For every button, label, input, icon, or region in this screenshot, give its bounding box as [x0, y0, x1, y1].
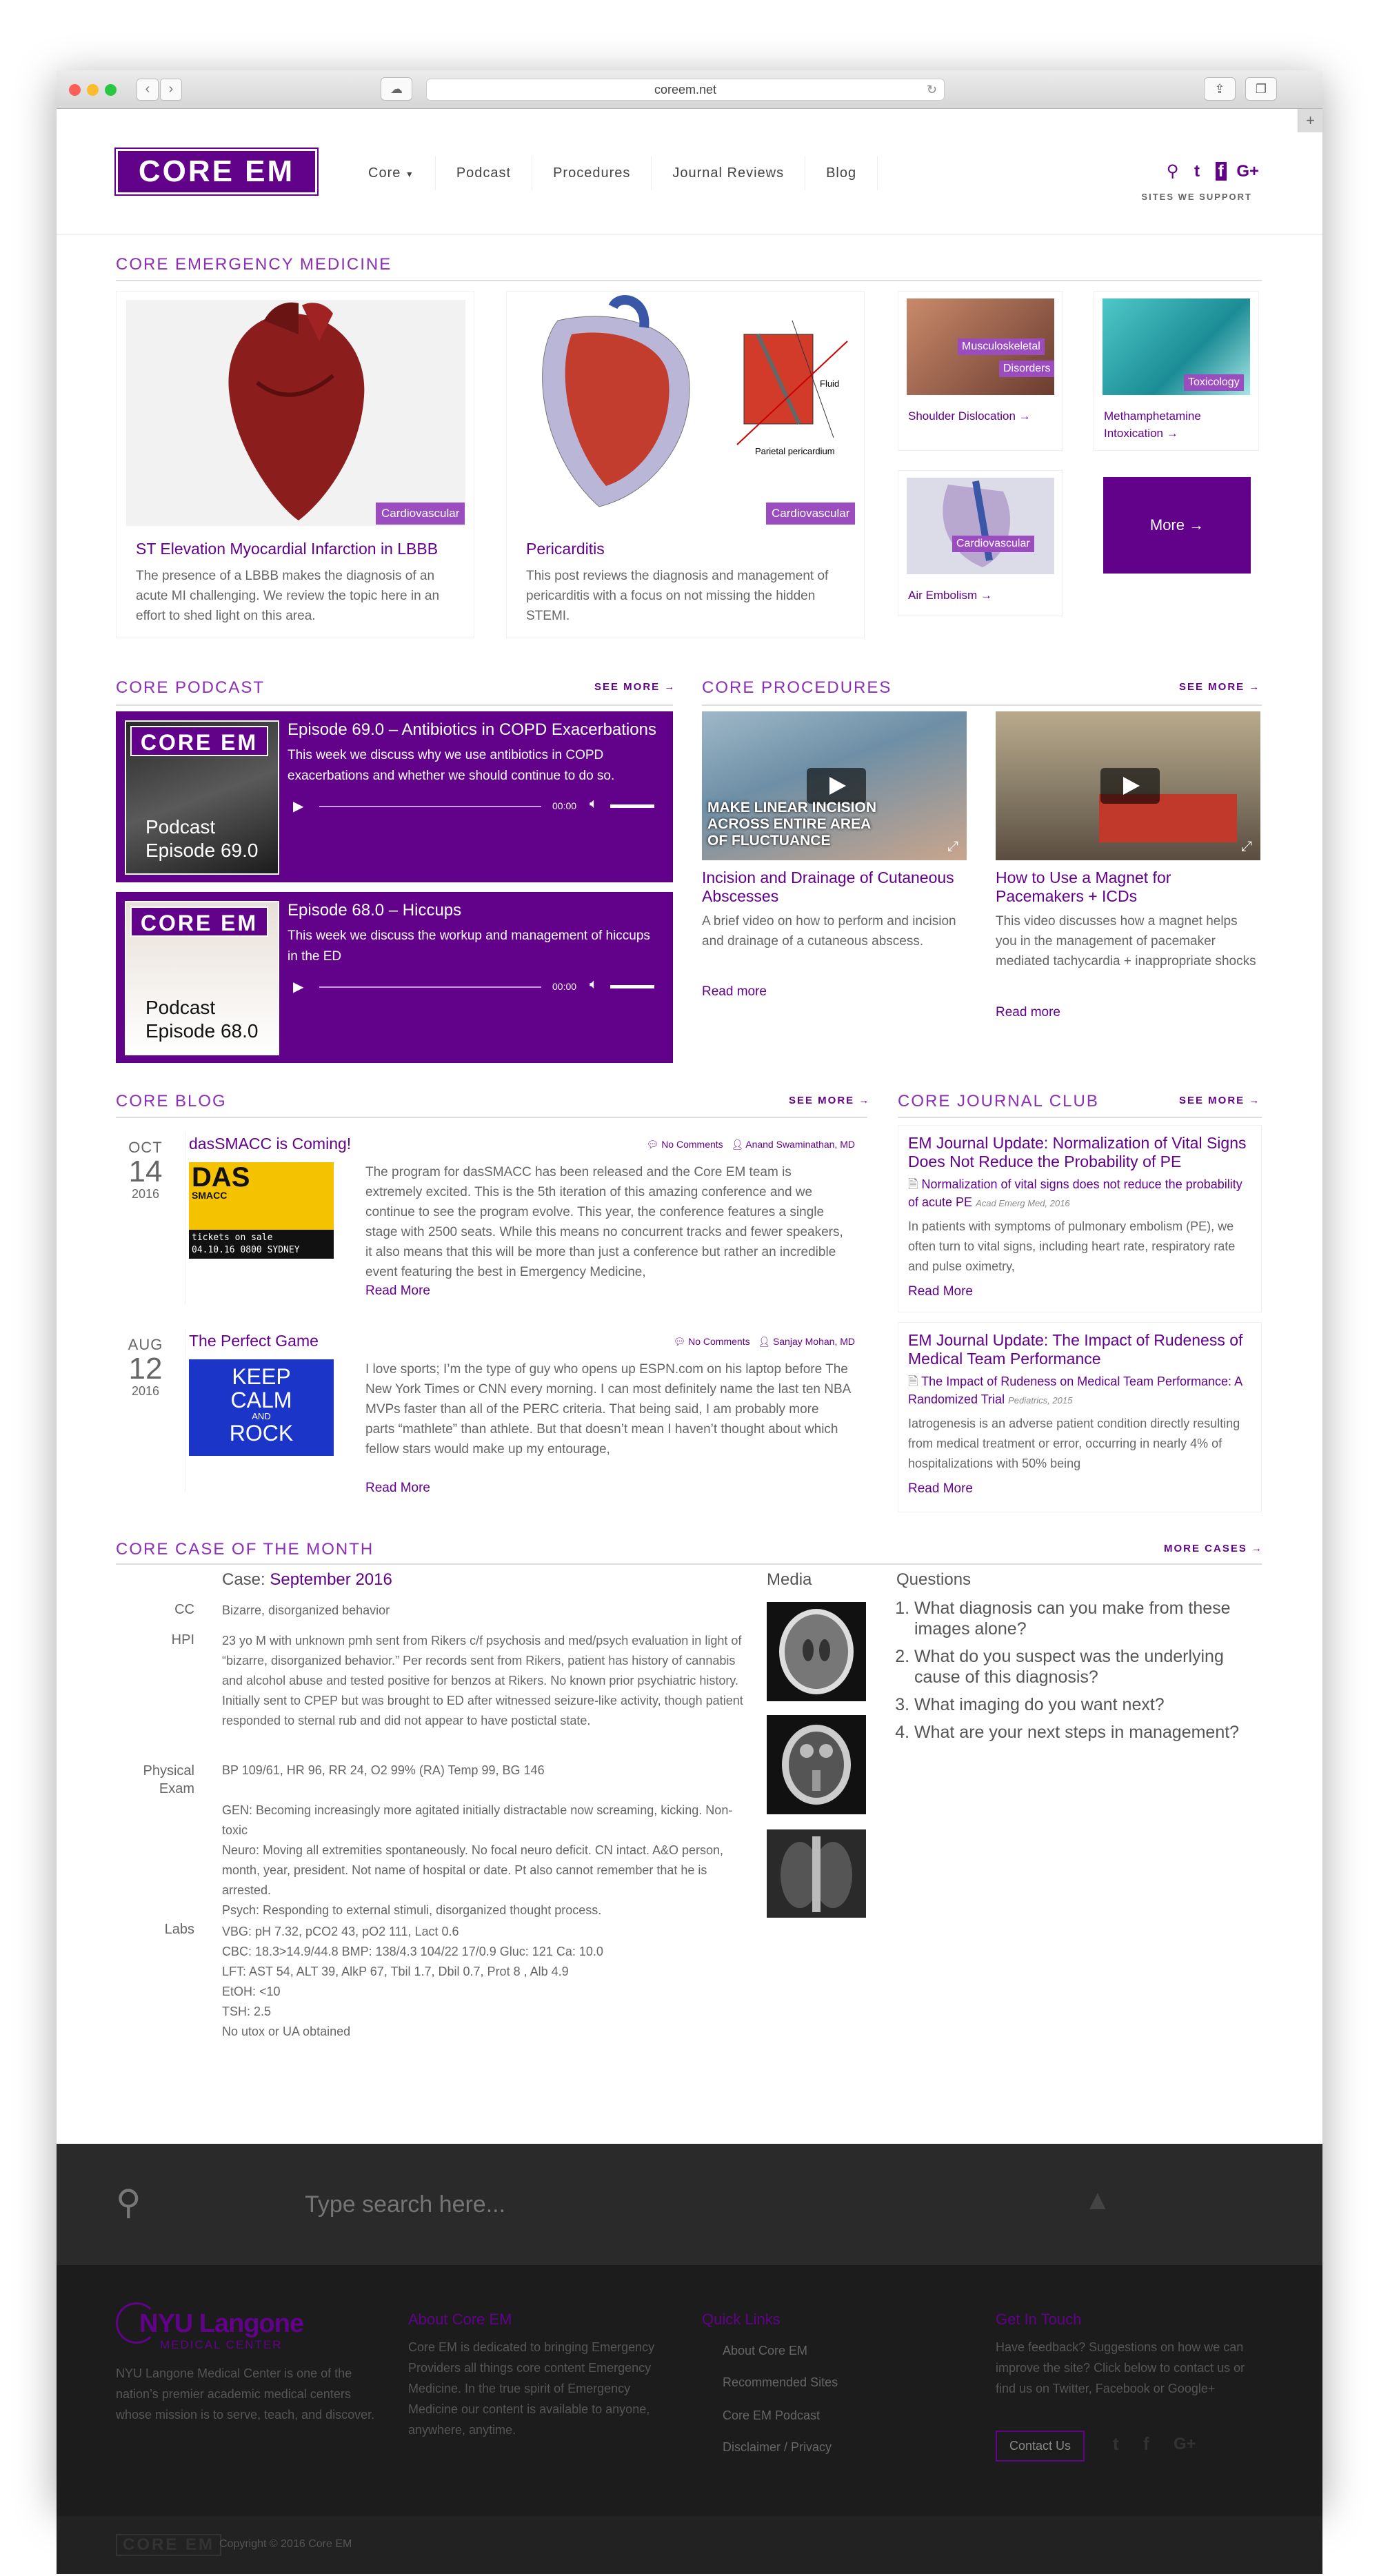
- audio-progress-bar[interactable]: [319, 806, 541, 807]
- thumb-text: tickets on sale: [192, 1233, 273, 1243]
- journal-reference[interactable]: [908, 1372, 1256, 1410]
- questions-heading: Questions: [896, 1570, 972, 1589]
- podcast-description: This week we discuss why we use antibiotics in COPD exacerbations and whether we should continue to do so.: [288, 748, 615, 783]
- post-date: [116, 1336, 175, 1399]
- heart-image: [126, 300, 465, 526]
- card-link[interactable]: Methamphetamine Intoxication →: [1104, 409, 1201, 440]
- thumb-text: AND: [252, 1411, 271, 1421]
- nav-procedures[interactable]: Procedures: [532, 156, 652, 190]
- post-year: 2016: [131, 1187, 160, 1201]
- post-title[interactable]: The Perfect Game: [189, 1332, 319, 1350]
- journal-see-more-link[interactable]: SEE MORE →: [1179, 1095, 1261, 1106]
- play-video-button[interactable]: [1100, 768, 1160, 804]
- section-divider: [116, 704, 673, 706]
- footer-link-recommended[interactable]: Recommended Sites: [723, 2375, 838, 2389]
- podcast-title[interactable]: Episode 68.0 – Hiccups: [288, 901, 462, 920]
- post-excerpt: I love sports; I’m the type of guy who opens up ESPN.com on his laptop before The New York Times or CNN every morning. I can most definitely name the last ten NBA MVPs faster than all of the PERC criteria. That being said, I am probably more parts “mathlete” than athlete. But that doesn’t mean I haven’t thought about which fellow stars would make up my entourage,: [365, 1362, 851, 1457]
- post-day: 12: [128, 1352, 163, 1386]
- chest-xray-image[interactable]: [767, 1829, 866, 1918]
- journal-excerpt: Iatrogenesis is an adverse patient condition directly resulting from medical treatment or error, occurring in nearly 4% of hospitalizations with 50% being: [908, 1417, 1240, 1470]
- post-day: 14: [128, 1155, 163, 1188]
- facebook-icon[interactable]: f: [1143, 2433, 1149, 2454]
- quick-links-heading: Quick Links: [702, 2311, 781, 2328]
- author-link[interactable]: Sanjay Mohan, MD: [772, 1336, 855, 1347]
- podcast-section-title: CORE PODCAST: [116, 678, 265, 697]
- podcast-see-more-link[interactable]: SEE MORE →: [594, 681, 676, 693]
- card-title[interactable]: ST Elevation Myocardial Infarction in LBBB: [136, 540, 439, 558]
- maximize-window-button[interactable]: [105, 84, 117, 96]
- procedure-excerpt: A brief video on how to perform and incision and drainage of a cutaneous abscess.: [702, 914, 956, 949]
- nav-blog[interactable]: Blog: [805, 156, 878, 190]
- question-item: 4. What are your next steps in management?: [914, 1722, 1256, 1743]
- minimize-window-button[interactable]: [87, 84, 99, 96]
- procedures-see-more-link[interactable]: SEE MORE →: [1179, 681, 1261, 693]
- podcast-cover[interactable]: [125, 901, 279, 1055]
- nav-podcast[interactable]: Podcast: [436, 156, 532, 190]
- post-year: 2016: [131, 1384, 160, 1398]
- journal-reference[interactable]: [908, 1175, 1256, 1213]
- site-logo[interactable]: CORE EM: [116, 149, 317, 194]
- author-icon: 👤︎: [731, 1139, 744, 1150]
- comment-icon: 💬︎: [646, 1139, 659, 1150]
- sites-we-support-label[interactable]: SITES WE SUPPORT: [1141, 192, 1252, 202]
- case-row-label: HPI: [171, 1632, 194, 1647]
- site-search-input[interactable]: [305, 2185, 925, 2224]
- video-incision[interactable]: [702, 711, 967, 860]
- document-icon: 🗎︎: [908, 1375, 918, 1388]
- thumb-text: CALM: [230, 1388, 292, 1412]
- footer-link-disclaimer[interactable]: Disclaimer / Privacy: [723, 2440, 832, 2454]
- nav-core[interactable]: [348, 156, 436, 190]
- category-badge[interactable]: Cardiovascular: [766, 503, 855, 525]
- comment-icon: 💬︎: [673, 1336, 686, 1347]
- read-more-link[interactable]: Read More: [908, 1481, 973, 1496]
- search-icon[interactable]: ⚲: [1166, 162, 1185, 181]
- ct-head-image[interactable]: [767, 1602, 866, 1701]
- small-card-air-embolism[interactable]: [898, 470, 1063, 616]
- read-more-link[interactable]: Read More: [908, 1284, 973, 1299]
- post-thumbnail[interactable]: [189, 1162, 334, 1259]
- question-item: 3. What imaging do you want next?: [914, 1694, 1256, 1715]
- question-item: 1. What diagnosis can you make from these images alone?: [914, 1598, 1256, 1639]
- fullscreen-icon[interactable]: ⤢: [947, 839, 958, 854]
- close-window-button[interactable]: [69, 84, 81, 96]
- post-date: [116, 1139, 175, 1201]
- reference-title: Normalization of vital signs does not reduce the probability of acute PE: [908, 1177, 1242, 1209]
- browser-window: [57, 70, 1322, 2554]
- more-cases-link[interactable]: MORE CASES →: [1164, 1543, 1264, 1554]
- category-badge[interactable]: Musculoskeletal: [958, 338, 1045, 355]
- browser-toolbar: [57, 70, 1322, 109]
- comments-link[interactable]: No Comments: [661, 1139, 723, 1150]
- podcast-cover-text: Podcast Episode 68.0: [145, 997, 259, 1042]
- about-heading: About Core EM: [408, 2311, 512, 2328]
- twitter-icon[interactable]: t: [1194, 162, 1205, 181]
- twitter-icon[interactable]: t: [1113, 2433, 1119, 2454]
- case-label: Case:: [222, 1570, 265, 1589]
- play-video-button[interactable]: [807, 768, 866, 804]
- featured-card-stemi[interactable]: [116, 291, 474, 638]
- blog-section-title: CORE BLOG: [116, 1092, 227, 1110]
- audio-time: 00:00: [552, 981, 577, 992]
- site-footer: [57, 2265, 1322, 2516]
- category-badge[interactable]: Cardiovascular: [952, 536, 1034, 552]
- comments-link[interactable]: No Comments: [688, 1336, 750, 1347]
- card-link[interactable]: Air Embolism →: [908, 589, 992, 602]
- nav-journal-reviews[interactable]: Journal Reviews: [652, 156, 805, 190]
- reload-icon[interactable]: ↻: [926, 83, 937, 97]
- audio-time: 00:00: [552, 800, 577, 811]
- more-button[interactable]: More →: [1103, 477, 1251, 574]
- section-divider: [116, 1117, 867, 1118]
- card-title[interactable]: Pericarditis: [526, 540, 605, 558]
- podcast-cover-logo: CORE EM: [130, 726, 268, 756]
- volume-slider[interactable]: [610, 985, 654, 988]
- search-band: [57, 2144, 1322, 2265]
- nav-core-label: Core: [368, 165, 401, 181]
- ct-skull-base-image[interactable]: [767, 1715, 866, 1814]
- procedures-section-title: CORE PROCEDURES: [702, 678, 892, 697]
- get-in-touch-heading: Get In Touch: [996, 2311, 1082, 2328]
- small-card-toxicology[interactable]: [1094, 291, 1259, 451]
- card-excerpt: The presence of a LBBB makes the diagnosis of an acute MI challenging. We review the topic here in an effort to shed light on this area.: [136, 569, 440, 623]
- main-nav: [348, 156, 878, 190]
- podcast-item: [116, 892, 673, 1063]
- footer-link-podcast[interactable]: Core EM Podcast: [723, 2408, 821, 2422]
- case-row-label: Labs: [164, 1922, 194, 1937]
- podcast-title[interactable]: Episode 69.0 – Antibiotics in COPD Exacerbations: [288, 720, 656, 739]
- small-card-shoulder[interactable]: [898, 291, 1063, 451]
- podcast-cover-logo: CORE EM: [130, 906, 268, 937]
- volume-icon[interactable]: 🔈︎: [590, 796, 598, 811]
- question-item: 2. What do you suspect was the underlying cause of this diagnosis?: [914, 1646, 1256, 1687]
- pericardium-diagram: [516, 300, 856, 526]
- podcast-item: [116, 711, 673, 882]
- category-badge[interactable]: Disorders: [999, 361, 1054, 377]
- case-row-label: CC: [174, 1602, 194, 1617]
- thumb-text: SMACC: [192, 1190, 228, 1201]
- core-em-section-title: CORE EMERGENCY MEDICINE: [116, 255, 392, 274]
- copyright-band: [57, 2516, 1322, 2574]
- nyu-logo-text[interactable]: NYU Langone: [139, 2309, 304, 2338]
- category-badge[interactable]: Toxicology: [1184, 374, 1244, 391]
- facebook-icon[interactable]: f: [1216, 162, 1227, 181]
- post-month: AUG: [128, 1336, 163, 1353]
- copyright-text: Copyright © 2016 Core EM: [219, 2538, 352, 2550]
- journal-item: [898, 1125, 1262, 1312]
- podcast-cover[interactable]: [125, 720, 279, 875]
- reference-source: Pediatrics, 2015: [1008, 1395, 1073, 1406]
- section-divider: [116, 280, 1262, 281]
- document-icon: 🗎︎: [908, 1177, 918, 1191]
- case-row-value: 23 yo M with unknown pmh sent from Rikers c/f psychosis and med/psych evaluation in light of “bizarre, disorganized behavior.” Per records sent from Rikers, patient has history of cannabis and alcohol abuse and tested positive for benzos at Rikers. No known prior psychiatric history. Initially sent to CPEP but was brought to ED after witnessed seizure-like activity, though patient responded to sternal rub and did not appear to have postictal state.: [222, 1634, 743, 1727]
- embolism-image: [907, 478, 1054, 574]
- case-heading: [222, 1570, 392, 1590]
- footer-logo[interactable]: CORE EM: [116, 2534, 221, 2556]
- featured-card-pericarditis[interactable]: [506, 291, 865, 638]
- back-button[interactable]: ‹: [137, 79, 159, 101]
- volume-icon[interactable]: 🔈︎: [590, 977, 598, 992]
- post-meta: [673, 1336, 855, 1348]
- post-meta: [647, 1139, 855, 1150]
- video-overlay-text: MAKE LINEAR INCISION ACROSS ENTIRE AREA OF FLUCTUANCE: [707, 800, 877, 849]
- blog-post: [116, 1125, 867, 1311]
- about-text: Core EM is dedicated to bringing Emergency Providers all things core content Emergency Medicine. In the true spirit of Emergency Medicine our content is available to anyone, anywhere, anytime.: [408, 2340, 655, 2437]
- thumb-text: ROCK: [229, 1421, 294, 1446]
- audio-player: [288, 796, 660, 817]
- post-title[interactable]: dasSMACC is Coming!: [189, 1135, 352, 1153]
- url-text: coreem.net: [654, 83, 717, 97]
- read-more-link[interactable]: Read more: [996, 1005, 1060, 1020]
- volume-slider[interactable]: [610, 804, 654, 808]
- journal-title[interactable]: EM Journal Update: The Impact of Rudeness of Medical Team Performance: [908, 1331, 1243, 1368]
- tabs-overview-icon[interactable]: ❐: [1245, 77, 1277, 101]
- section-divider: [702, 704, 1262, 706]
- media-heading: Media: [767, 1570, 812, 1589]
- podcast-description: This week we discuss the workup and management of hiccups in the ED: [288, 929, 650, 964]
- post-excerpt: The program for dasSMACC has been released and the Core EM team is extremely excited. This is the 5th iteration of this amazing conference and we continue to see the program evolve. This year, the conference features a single stage with 2500 seats. While this means no concurrent tracks and fewer speakers, it also means that this will be more than just a conference but rather an incredible event featuring the best in Emergency Medicine,: [365, 1165, 843, 1279]
- journal-item: [898, 1322, 1262, 1512]
- cloud-tabs-icon[interactable]: ☁: [381, 77, 412, 101]
- category-badge[interactable]: Cardiovascular: [376, 503, 465, 525]
- diagram-label-parietal: Parietal pericardium: [755, 446, 835, 456]
- fullscreen-icon[interactable]: ⤢: [1241, 839, 1252, 854]
- nyu-logo-subtext: MEDICAL CENTER: [160, 2338, 283, 2351]
- case-row-value: VBG: pH 7.32, pCO2 43, pO2 111, Lact 0.6 CBC: 18.3>14.9/44.8 BMP: 138/4.3 104/22 17/0.9 Gluc: 121 Ca: 10.0 LFT: AST 54, ALT 39, AlkP 67, Tbil 1.7, Dbil 0.7, Prot 8 , Alb 4.9 EtOH: <10 TSH: 2.5 No utox or UA obtained: [222, 1925, 603, 2038]
- audio-player: [288, 977, 660, 997]
- case-row-value: Bizarre, disorganized behavior: [222, 1603, 390, 1617]
- section-divider: [898, 1117, 1262, 1118]
- nyu-description: NYU Langone Medical Center is one of the nation’s premier academic medical centers whose mission is to serve, teach, and discover.: [116, 2366, 375, 2422]
- blog-see-more-link[interactable]: SEE MORE →: [789, 1095, 871, 1106]
- thumb-text: KEEP: [232, 1364, 291, 1389]
- new-tab-button[interactable]: +: [1298, 109, 1322, 132]
- diagram-label-fluid: Fluid: [820, 378, 840, 389]
- section-divider: [116, 1563, 1262, 1565]
- address-bar[interactable]: [426, 79, 945, 101]
- blog-post: [116, 1322, 867, 1500]
- journal-title[interactable]: EM Journal Update: Normalization of Vital Signs Does Not Reduce the Probability of PE: [908, 1134, 1247, 1170]
- caret-down-icon: ▼: [405, 170, 414, 179]
- case-row-label: Physical Exam: [143, 1763, 194, 1796]
- read-more-link[interactable]: Read More: [365, 1481, 430, 1495]
- heart-illustration: [126, 300, 465, 526]
- reference-source: Acad Emerg Med, 2016: [976, 1198, 1070, 1208]
- thumb-text: DAS: [192, 1162, 250, 1193]
- reference-title: The Impact of Rudeness on Medical Team Performance: A Randomized Trial: [908, 1375, 1242, 1406]
- post-month: OCT: [128, 1139, 163, 1156]
- pericarditis-image: [516, 300, 856, 526]
- google-plus-icon[interactable]: G+: [1236, 162, 1259, 181]
- author-icon: 👤︎: [758, 1336, 771, 1347]
- post-thumbnail[interactable]: [189, 1359, 334, 1456]
- case-row-value: BP 109/61, HR 96, RR 24, O2 99% (RA) Temp 99, BG 146 GEN: Becoming increasingly more agitated initially distractable now screaming, kicking. Non-toxic Neuro: Moving all extremities spontaneously. No focal neuro deficit. CN intact. A&O person, month, year, president. Not name of hospital or date. Pt also cannot remember that he is arrested. Psych: Responding to external stimuli, disorganized thought process.: [222, 1763, 733, 1917]
- thumb-text: 04.10.16 0800 SYDNEY: [192, 1245, 300, 1255]
- play-icon[interactable]: ▶: [293, 980, 304, 995]
- google-plus-icon[interactable]: G+: [1174, 2435, 1196, 2453]
- header-icons: [1167, 161, 1259, 181]
- procedure-title[interactable]: Incision and Drainage of Cutaneous Abscesses: [702, 869, 954, 905]
- card-link[interactable]: Shoulder Dislocation →: [908, 409, 1031, 423]
- journal-excerpt: In patients with symptoms of pulmonary embolism (PE), we often turn to vital signs, including heart rate, respiratory rate and pulse oximetry,: [908, 1219, 1236, 1273]
- header-divider: [57, 234, 1322, 235]
- website: [57, 109, 1322, 2554]
- procedure-title[interactable]: How to Use a Magnet for Pacemakers + ICDs: [996, 869, 1171, 905]
- case-section-title: CORE CASE OF THE MONTH: [116, 1540, 374, 1559]
- audio-progress-bar[interactable]: [319, 986, 541, 988]
- journal-section-title: CORE JOURNAL CLUB: [898, 1092, 1099, 1110]
- video-magnet[interactable]: [996, 711, 1260, 860]
- procedure-excerpt: This video discusses how a magnet helps you in the management of pacemaker mediated tachycardia + inappropriate shocks: [996, 914, 1256, 968]
- author-link[interactable]: Anand Swaminathan, MD: [745, 1139, 855, 1150]
- podcast-cover-text: Podcast Episode 69.0: [145, 816, 259, 861]
- play-icon[interactable]: ▶: [293, 799, 304, 814]
- contact-us-button[interactable]: Contact Us: [996, 2431, 1085, 2462]
- forward-button[interactable]: ›: [160, 79, 182, 101]
- read-more-link[interactable]: Read More: [365, 1284, 430, 1298]
- questions-list: [898, 1598, 1256, 1743]
- share-icon[interactable]: ⇪: [1204, 77, 1236, 101]
- search-icon: ⚲: [116, 2183, 141, 2222]
- footer-link-about[interactable]: About Core EM: [723, 2344, 808, 2357]
- case-month: September 2016: [270, 1570, 392, 1589]
- card-excerpt: This post reviews the diagnosis and management of pericarditis with a focus on not missing the hidden STEMI.: [526, 569, 829, 623]
- read-more-link[interactable]: Read more: [702, 984, 767, 999]
- scroll-top-icon[interactable]: ▲: [1084, 2185, 1111, 2215]
- get-in-touch-text: Have feedback? Suggestions on how we can improve the site? Click below to contact us or find us on Twitter, Facebook or Google+: [996, 2340, 1245, 2395]
